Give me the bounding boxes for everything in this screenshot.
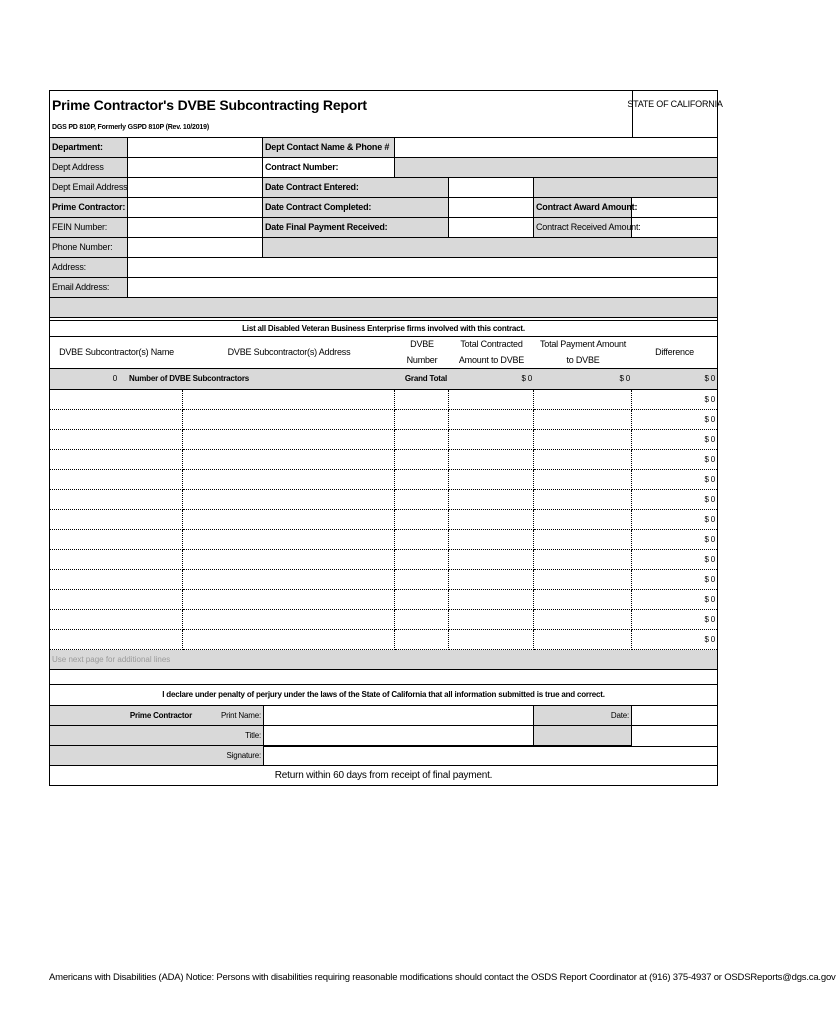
print-name-field[interactable] (264, 706, 534, 726)
row-payment-input[interactable] (534, 410, 631, 429)
return-row (50, 766, 717, 785)
table-row (50, 510, 717, 530)
table-row (50, 570, 717, 590)
dept-contact-input[interactable] (395, 138, 717, 157)
row-contracted-cell[interactable] (449, 590, 534, 610)
row-contracted-cell[interactable] (449, 510, 534, 530)
form-id-row (50, 118, 717, 138)
row-contracted-input[interactable] (449, 530, 533, 549)
contracted-total: $ 0 (449, 369, 534, 390)
row-address-cell[interactable] (183, 470, 395, 490)
row-payment-cell[interactable] (534, 390, 632, 410)
row-contracted-cell[interactable] (449, 430, 534, 450)
row-contracted-input[interactable] (449, 410, 533, 429)
row-contracted-cell[interactable] (449, 530, 534, 550)
row-contracted-cell[interactable] (449, 550, 534, 570)
row-payment-cell[interactable] (534, 530, 632, 550)
table-row (50, 590, 717, 610)
received-amount-label: Contract Received Amount: (534, 218, 632, 238)
table-row (50, 610, 717, 630)
row-address-input[interactable] (183, 550, 394, 569)
date-entered-spacer (534, 178, 717, 198)
return-note: Return within 60 days from receipt of final payment. (274, 769, 493, 781)
info-row-8 (50, 278, 717, 298)
row-payment-input[interactable] (534, 510, 631, 529)
contract-number-input[interactable] (395, 158, 717, 177)
date-final-payment-input[interactable] (449, 218, 533, 237)
phone-spacer (263, 238, 717, 258)
next-page-row (50, 650, 717, 670)
row-difference-cell: $ 0 (632, 630, 717, 650)
row-payment-cell[interactable] (534, 410, 632, 430)
col-contracted-header: Total Contracted Amount to DVBE (449, 337, 534, 369)
award-amount-input[interactable] (632, 198, 717, 217)
row-number-cell[interactable] (395, 490, 449, 510)
row-name-cell[interactable] (50, 630, 183, 650)
date-entered-field[interactable] (449, 178, 534, 198)
row-number-input[interactable] (395, 430, 448, 449)
row-difference-cell: $ 0 (632, 470, 717, 490)
row-contracted-cell[interactable] (449, 490, 534, 510)
row-difference-cell: $ 0 (632, 430, 717, 450)
row-payment-cell[interactable] (534, 570, 632, 590)
column-header-row (50, 337, 717, 369)
row-name-input[interactable] (50, 470, 182, 489)
row-number-cell[interactable] (395, 610, 449, 630)
row-name-input[interactable] (50, 510, 182, 529)
dept-email-input[interactable] (128, 178, 262, 197)
row-payment-input[interactable] (534, 630, 631, 649)
row-payment-input[interactable] (534, 450, 631, 469)
row-address-input[interactable] (183, 430, 394, 449)
department-label: Department: (50, 138, 128, 158)
title-row-sig (50, 726, 717, 746)
table-row (50, 550, 717, 570)
row-address-cell[interactable] (183, 430, 395, 450)
date-input[interactable] (632, 706, 717, 725)
grand-total-label: Grand Total (395, 369, 449, 390)
row-address-cell[interactable] (183, 510, 395, 530)
row-contracted-cell[interactable] (449, 610, 534, 630)
row-payment-cell[interactable] (534, 430, 632, 450)
row-payment-input[interactable] (534, 550, 631, 569)
date-completed-field[interactable] (449, 198, 534, 218)
date-completed-label: Date Contract Completed: (263, 198, 449, 218)
title-field[interactable] (264, 726, 534, 746)
row-payment-input[interactable] (534, 570, 631, 589)
phone-field[interactable] (128, 238, 263, 258)
row-payment-cell[interactable] (534, 450, 632, 470)
date-final-payment-label: Date Final Payment Received: (263, 218, 449, 238)
row-name-cell[interactable] (50, 510, 183, 530)
row-address-input[interactable] (183, 610, 394, 629)
prime-contractor-input[interactable] (128, 198, 262, 217)
table-row (50, 450, 717, 470)
title-spacer (534, 726, 632, 746)
address-field[interactable] (128, 258, 717, 278)
page-title: Prime Contractor's DVBE Subcontracting Report (52, 96, 367, 113)
row-number-input[interactable] (395, 630, 448, 649)
received-amount-field[interactable] (632, 218, 717, 238)
row-address-input[interactable] (183, 590, 394, 609)
row-name-cell[interactable] (50, 590, 183, 610)
row-difference-cell: $ 0 (632, 490, 717, 510)
row-contracted-cell[interactable] (449, 410, 534, 430)
title-label: Title: (50, 726, 264, 746)
row-name-input[interactable] (50, 390, 182, 409)
signature-row (50, 746, 717, 766)
fein-label: FEIN Number: (50, 218, 128, 238)
row-contracted-input[interactable] (449, 490, 533, 509)
contract-number-field[interactable] (395, 158, 717, 178)
row-contracted-cell[interactable] (449, 570, 534, 590)
print-name-input[interactable] (264, 706, 533, 725)
row-name-cell[interactable] (50, 610, 183, 630)
dept-email-label: Dept Email Address (50, 178, 128, 198)
row-number-input[interactable] (395, 390, 448, 409)
dept-contact-field[interactable] (395, 138, 717, 158)
fein-field[interactable] (128, 218, 263, 238)
row-difference-cell: $ 0 (632, 570, 717, 590)
row-difference-cell: $ 0 (632, 410, 717, 430)
row-difference-cell: $ 0 (632, 510, 717, 530)
row-number-input[interactable] (395, 570, 448, 589)
list-heading-row (50, 321, 717, 337)
row-number-cell[interactable] (395, 550, 449, 570)
row-number-cell[interactable] (395, 590, 449, 610)
row-address-input[interactable] (183, 450, 394, 469)
fein-input[interactable] (128, 218, 262, 237)
row-number-input[interactable] (395, 610, 448, 629)
next-page-note: Use next page for additional lines (50, 650, 717, 670)
prime-contractor-sig-label: Prime Contractor (50, 706, 202, 726)
department-input[interactable] (128, 138, 262, 157)
row-number-cell[interactable] (395, 530, 449, 550)
table-row (50, 490, 717, 510)
row-address-cell[interactable] (183, 590, 395, 610)
row-contracted-input[interactable] (449, 630, 533, 649)
col-name-header: DVBE Subcontractor(s) Name (50, 337, 183, 369)
row-address-cell[interactable] (183, 550, 395, 570)
payment-total: $ 0 (534, 369, 632, 390)
row-difference-cell: $ 0 (632, 530, 717, 550)
declaration-row (50, 685, 717, 706)
received-amount-input[interactable] (632, 218, 717, 237)
row-name-cell[interactable] (50, 410, 183, 430)
subcontractor-count-label: Number of DVBE Subcontractors (119, 369, 395, 390)
row-address-input[interactable] (183, 570, 394, 589)
row-name-cell[interactable] (50, 430, 183, 450)
col-number-header: DVBE Number (395, 337, 449, 369)
row-payment-cell[interactable] (534, 590, 632, 610)
info-row-6 (50, 238, 717, 258)
row-payment-input[interactable] (534, 490, 631, 509)
row-name-cell[interactable] (50, 530, 183, 550)
award-amount-label: Contract Award Amount: (534, 198, 632, 218)
row-name-input[interactable] (50, 450, 182, 469)
row-contracted-input[interactable] (449, 550, 533, 569)
dvbe-report-form (49, 90, 723, 786)
row-difference-cell: $ 0 (632, 610, 717, 630)
info-row-7 (50, 258, 717, 278)
info-row-5 (50, 218, 717, 238)
row-contracted-cell[interactable] (449, 390, 534, 410)
ada-notice: Americans with Disabilities (ADA) Notice: Persons with disabilities requiring reasonable modifications should contact the OSDS Report Coordinator at (916) 375-4937 or OSDSReports@dgs.ca.gov (49, 972, 836, 983)
row-difference-cell: $ 0 (632, 390, 717, 410)
signature-field[interactable] (264, 746, 717, 766)
row-payment-input[interactable] (534, 590, 631, 609)
row-contracted-input[interactable] (449, 590, 533, 609)
row-number-input[interactable] (395, 550, 448, 569)
row-address-input[interactable] (183, 390, 394, 409)
row-name-input[interactable] (50, 410, 182, 429)
declaration-text: I declare under penalty of perjury under the laws of the State of California that all information submitted is true and correct. (50, 685, 717, 706)
row-payment-input[interactable] (534, 470, 631, 489)
dept-contact-label: Dept Contact Name & Phone # (263, 138, 395, 158)
row-contracted-cell[interactable] (449, 470, 534, 490)
row-name-input[interactable] (50, 570, 182, 589)
row-payment-cell[interactable] (534, 510, 632, 530)
date-entered-label: Date Contract Entered: (263, 178, 449, 198)
dept-address-field[interactable] (128, 158, 263, 178)
info-row-1 (50, 138, 717, 158)
row-contracted-cell[interactable] (449, 450, 534, 470)
print-name-row (50, 706, 717, 726)
info-row-4 (50, 198, 717, 218)
table-row (50, 470, 717, 490)
row-address-cell[interactable] (183, 610, 395, 630)
subcontractor-table (50, 390, 717, 650)
row-number-input[interactable] (395, 510, 448, 529)
phone-label: Phone Number: (50, 238, 128, 258)
title-input[interactable] (264, 726, 533, 745)
row-contracted-input[interactable] (449, 430, 533, 449)
row-name-cell[interactable] (50, 450, 183, 470)
row-payment-input[interactable] (534, 430, 631, 449)
blank-row (50, 670, 717, 685)
summary-row (50, 369, 717, 390)
row-address-cell[interactable] (183, 390, 395, 410)
col-difference-header: Difference (632, 337, 717, 369)
col-payment-header: Total Payment Amount to DVBE (534, 337, 632, 369)
row-address-input[interactable] (183, 410, 394, 429)
signature-input[interactable] (264, 747, 717, 765)
row-contracted-input[interactable] (449, 470, 533, 489)
dept-address-input[interactable] (128, 158, 262, 177)
blank-cell (50, 670, 717, 685)
date-label: Date: (534, 706, 632, 726)
address-label: Address: (50, 258, 128, 278)
row-payment-cell[interactable] (534, 610, 632, 630)
row-number-cell[interactable] (395, 510, 449, 530)
row-name-input[interactable] (50, 530, 182, 549)
email-label: Email Address: (50, 278, 128, 298)
row-payment-cell[interactable] (534, 490, 632, 510)
date-entered-input[interactable] (449, 178, 533, 197)
row-contracted-input[interactable] (449, 510, 533, 529)
row-number-cell[interactable] (395, 470, 449, 490)
row-number-cell[interactable] (395, 450, 449, 470)
row-payment-cell[interactable] (534, 630, 632, 650)
table-row (50, 430, 717, 450)
print-name-label: Print Name: (202, 706, 264, 726)
row-contracted-cell[interactable] (449, 630, 534, 650)
row-payment-input[interactable] (534, 610, 631, 629)
row-number-input[interactable] (395, 410, 448, 429)
row-name-input[interactable] (50, 610, 182, 629)
row-number-cell[interactable] (395, 410, 449, 430)
col-address-header: DVBE Subcontractor(s) Address (183, 337, 395, 369)
row-number-input[interactable] (395, 490, 448, 509)
row-name-cell[interactable] (50, 570, 183, 590)
row-number-cell[interactable] (395, 570, 449, 590)
table-row (50, 390, 717, 410)
row-address-cell[interactable] (183, 630, 395, 650)
state-spacer (632, 118, 717, 137)
row-number-input[interactable] (395, 470, 448, 489)
row-name-cell[interactable] (50, 470, 183, 490)
info-row-2 (50, 158, 717, 178)
row-payment-input[interactable] (534, 390, 631, 409)
prime-contractor-label: Prime Contractor: (50, 198, 128, 218)
row-contracted-input[interactable] (449, 610, 533, 629)
row-difference-cell: $ 0 (632, 450, 717, 470)
row-difference-cell: $ 0 (632, 550, 717, 570)
prime-contractor-field[interactable] (128, 198, 263, 218)
row-number-cell[interactable] (395, 390, 449, 410)
row-address-cell[interactable] (183, 490, 395, 510)
row-contracted-input[interactable] (449, 450, 533, 469)
row-name-cell[interactable] (50, 490, 183, 510)
row-name-input[interactable] (50, 630, 182, 649)
title-row (50, 91, 723, 118)
table-row (50, 410, 717, 430)
dept-email-field[interactable] (128, 178, 263, 198)
row-payment-cell[interactable] (534, 550, 632, 570)
row-address-input[interactable] (183, 630, 394, 649)
row-number-input[interactable] (395, 450, 448, 469)
row-address-input[interactable] (183, 530, 394, 549)
row-address-cell[interactable] (183, 570, 395, 590)
dept-address-label: Dept Address (50, 158, 128, 178)
phone-input[interactable] (128, 238, 262, 257)
row-address-cell[interactable] (183, 410, 395, 430)
gray-separator (50, 298, 717, 318)
row-address-cell[interactable] (183, 450, 395, 470)
row-name-input[interactable] (50, 490, 182, 509)
row-name-cell[interactable] (50, 550, 183, 570)
email-input[interactable] (128, 278, 717, 297)
row-address-cell[interactable] (183, 530, 395, 550)
row-number-cell[interactable] (395, 430, 449, 450)
row-contracted-input[interactable] (449, 570, 533, 589)
date-completed-input[interactable] (449, 198, 533, 217)
row-difference-cell: $ 0 (632, 590, 717, 610)
subcontractor-count: 0 (50, 369, 119, 390)
row-payment-cell[interactable] (534, 470, 632, 490)
difference-total: $ 0 (632, 369, 717, 390)
row-name-input[interactable] (50, 430, 182, 449)
row-name-input[interactable] (50, 590, 182, 609)
title-spacer-right (632, 726, 717, 746)
date-field[interactable] (632, 706, 717, 726)
row-name-cell[interactable] (50, 390, 183, 410)
row-address-input[interactable] (183, 470, 394, 489)
row-payment-input[interactable] (534, 530, 631, 549)
contract-number-label: Contract Number: (263, 158, 395, 178)
row-number-cell[interactable] (395, 630, 449, 650)
address-input[interactable] (128, 258, 717, 277)
row-number-input[interactable] (395, 590, 448, 609)
table-row (50, 530, 717, 550)
award-amount-field[interactable] (632, 198, 717, 218)
info-row-3 (50, 178, 717, 198)
row-address-input[interactable] (183, 510, 394, 529)
table-row (50, 630, 717, 650)
row-address-input[interactable] (183, 490, 394, 509)
signature-label: Signature: (50, 746, 264, 766)
date-final-payment-field[interactable] (449, 218, 534, 238)
email-field[interactable] (128, 278, 717, 298)
state-label: STATE OF CALIFORNIA (632, 91, 717, 118)
row-number-input[interactable] (395, 530, 448, 549)
row-contracted-input[interactable] (449, 390, 533, 409)
form-id: DGS PD 810P, Formerly GSPD 810P (Rev. 10/2019) (52, 124, 209, 131)
list-heading: List all Disabled Veteran Business Enterprise firms involved with this contract. (50, 321, 717, 337)
department-field[interactable] (128, 138, 263, 158)
row-name-input[interactable] (50, 550, 182, 569)
